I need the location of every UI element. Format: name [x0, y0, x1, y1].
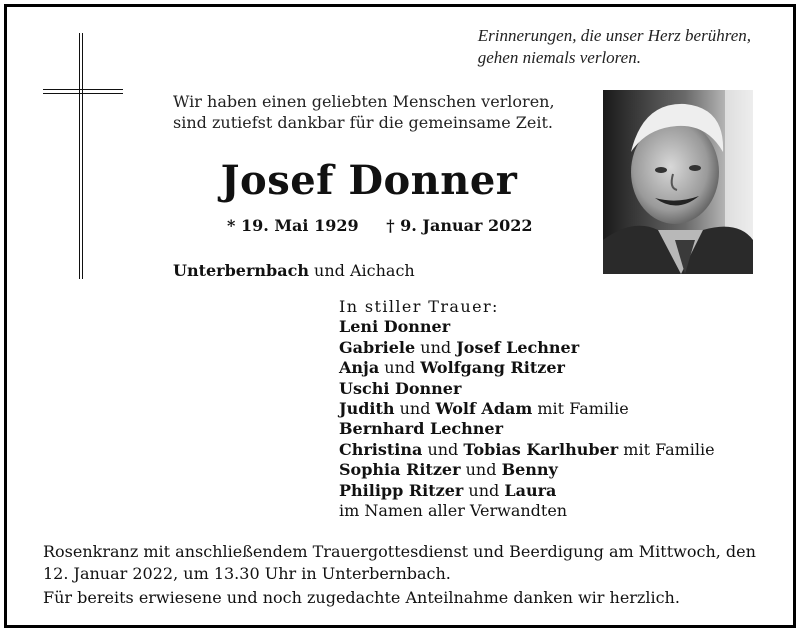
- mourner-connector: und: [379, 358, 421, 378]
- mourner-line: [339, 460, 715, 480]
- memorial-quote: [478, 25, 751, 69]
- residence: [173, 260, 415, 282]
- mourner-name: Christina: [339, 439, 423, 459]
- mourner-line: [339, 481, 715, 501]
- mourner-line: [339, 399, 715, 419]
- deceased-name: Josef Donner: [220, 157, 518, 204]
- mourner-connector: und: [422, 439, 464, 459]
- intro-text: [173, 91, 555, 133]
- mourner-name: Tobias Karlhuber: [463, 439, 619, 459]
- mourner-lines: [339, 317, 715, 521]
- mourner-connector: und: [394, 399, 436, 419]
- mourner-line: [339, 338, 715, 358]
- mourner-name: Anja: [339, 358, 380, 378]
- obituary-notice: [4, 4, 796, 628]
- residence-rest: und Aichach: [308, 261, 415, 280]
- mourner-line: [339, 419, 715, 439]
- thanks-text: Für bereits erwiesene und noch zugedachte Anteilnahme danken wir herzlich.: [43, 588, 680, 607]
- mourner-connector: und: [415, 337, 457, 357]
- death-date: † 9. Januar 2022: [386, 216, 533, 235]
- mourner-name: Benny: [501, 460, 558, 480]
- mourners-list: [339, 297, 715, 521]
- mourner-line: [339, 358, 715, 378]
- mourner-name: Bernhard Lechner: [339, 419, 503, 439]
- mourner-name: Laura: [504, 480, 557, 500]
- residence-main: Unterbernbach: [173, 261, 309, 280]
- mourner-connector: und: [463, 480, 505, 500]
- mourner-name: Philipp Ritzer: [339, 480, 464, 500]
- mourner-name: Gabriele: [339, 337, 416, 357]
- mourner-name: Josef Lechner: [456, 337, 580, 357]
- mourner-connector: und: [460, 460, 502, 480]
- mourner-name: Leni Donner: [339, 317, 451, 337]
- service-info: [43, 541, 763, 585]
- portrait-photo-icon: [603, 90, 753, 274]
- intro-line-1: Wir haben einen geliebten Menschen verloren,: [173, 92, 555, 111]
- mourner-line: [339, 440, 715, 460]
- mourner-connector: mit Familie: [532, 399, 629, 419]
- mourner-connector: im Namen aller Verwandten: [339, 501, 568, 521]
- mourner-connector: mit Familie: [618, 439, 715, 459]
- mourner-line: [339, 379, 715, 399]
- mourner-name: Uschi Donner: [339, 378, 462, 398]
- life-dates: [227, 215, 555, 237]
- service-line-2: 12. Januar 2022, um 13.30 Uhr in Unterbernbach.: [43, 564, 451, 583]
- mourner-line: [339, 317, 715, 337]
- mourner-name: Wolf Adam: [435, 399, 533, 419]
- mourner-name: Sophia Ritzer: [339, 460, 461, 480]
- mourner-name: Judith: [339, 399, 395, 419]
- quote-line-2: gehen niemals verloren.: [477, 48, 641, 67]
- mourner-line: [339, 501, 715, 521]
- cross-icon: [43, 33, 123, 279]
- birth-date: * 19. Mai 1929: [227, 216, 359, 235]
- intro-line-2: sind zutiefst dankbar für die gemeinsame Zeit.: [173, 113, 553, 132]
- service-line-1: Rosenkranz mit anschließendem Trauergottesdienst und Beerdigung am Mittwoch, den: [43, 542, 756, 561]
- quote-line-1: Erinnerungen, die unser Herz berühren,: [477, 26, 751, 45]
- mourner-name: Wolfgang Ritzer: [420, 358, 565, 378]
- mourners-heading: In stiller Trauer:: [339, 297, 499, 316]
